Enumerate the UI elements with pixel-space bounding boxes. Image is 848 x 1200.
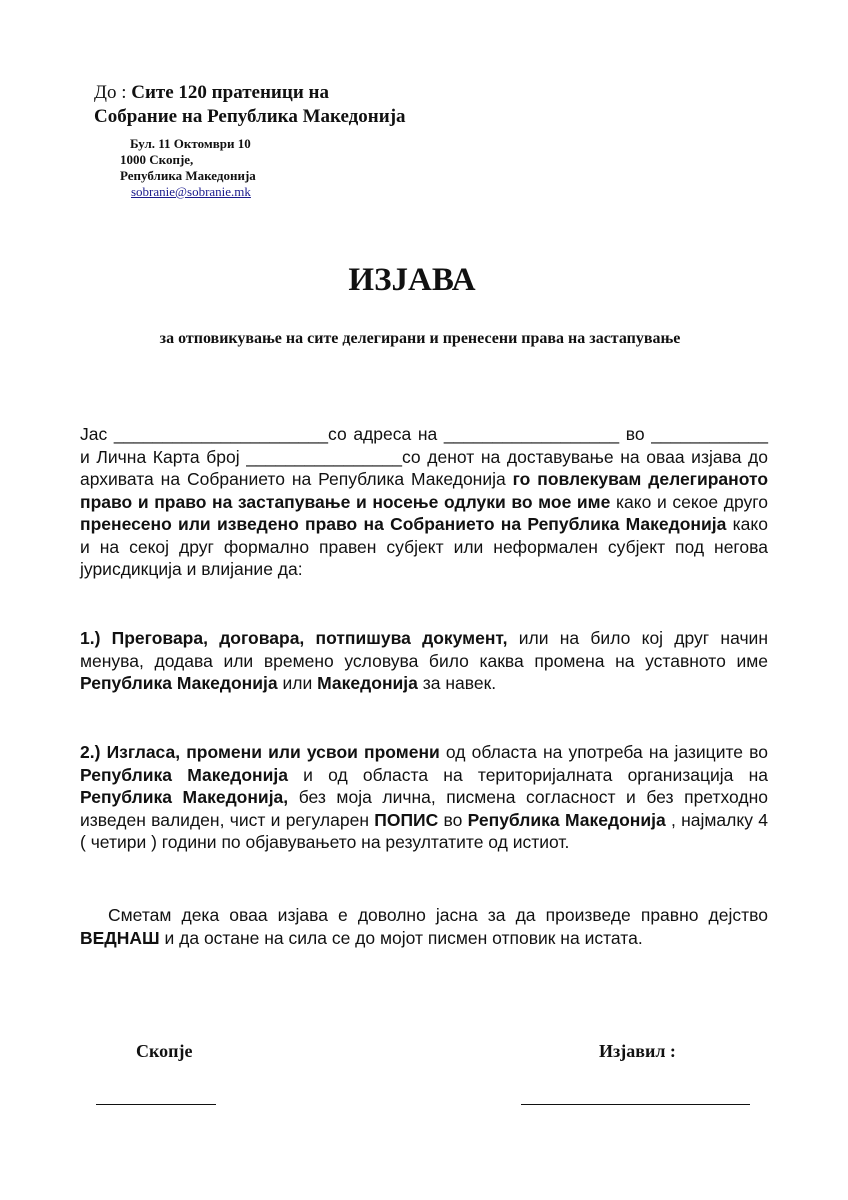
signature-city: Скопје (136, 1041, 193, 1061)
p1-bold-2: пренесено или изведено право на Собранието на Република Македонија (80, 514, 727, 534)
paragraph-item-1 (80, 627, 768, 695)
p3-bold-2: Република Македонија (80, 764, 288, 785)
p3-text-5: , најмалку 4 ( четири ) години по објавувањето на резултатите од истиот. (80, 809, 768, 852)
p3-bold-5: Република Македонија (467, 809, 666, 830)
p3-bold-4: ПОПИС (374, 809, 439, 830)
email-link[interactable]: sobranie@sobranie.mk (131, 184, 251, 199)
address-country: Република Македонија (120, 168, 256, 183)
address-city: 1000 Скопје, (120, 152, 194, 167)
p2-text-3: за навек. (417, 673, 497, 693)
p4-text-2: и да остане на сила се до мојот писмен отповик на истата. (159, 927, 643, 948)
city-signature-line (96, 1086, 216, 1105)
p1-text-3: како и на секој друг формално правен субјект или неформален субјект под негова јурисдикција и влијание да: (80, 514, 768, 579)
recipient-line-1 (94, 82, 329, 104)
p2-text-2: или (277, 673, 318, 693)
recipient-line-2: Собрание на Република Македонија (94, 106, 406, 127)
p4-text-1: Сметам дека оваа изјава е доволно јасна за да произведе правно дејство (108, 905, 768, 925)
p3-text-2: и од областа на територијалната организација на (287, 764, 768, 785)
p1-text-1: Јас ______________________со адреса на __________________ во ____________ и Лична Карта број ________________со денот на доставување на оваа изјава до архивата на Собранието на Република Македонија (80, 424, 768, 489)
p2-bold-3: Македонија (317, 673, 418, 693)
p3-bold-3: Република Македонија, (80, 787, 289, 807)
p1-bold-1: го повлекувам делегираното право и право на застапување и носење одлуки во мое име (80, 469, 769, 512)
p2-bold-1: 1.) Преговара, договара, потпишува документ, (80, 628, 508, 648)
address-street: Бул. 11 Октомври 10 (130, 136, 251, 151)
document-title: ИЗЈАВА (348, 262, 476, 298)
signer-signature-line (521, 1086, 750, 1105)
document-subtitle: за отповикување на сите делегирани и пренесени права на застапување (159, 330, 681, 347)
p4-bold-1: ВЕДНАШ (80, 927, 160, 948)
paragraph-item-2 (80, 741, 768, 854)
paragraph-intro (80, 423, 768, 581)
p3-text-1: од областа на употреба на јазиците во (439, 742, 768, 762)
signature-label: Изјавил : (599, 1041, 676, 1061)
p2-text-1: или на било кој друг начин менува, додава или времено условува било каква промена на уставното име (80, 628, 768, 671)
p3-bold-1: 2.) Изгласа, промени или усвои промени (80, 742, 440, 762)
p3-text-4: во (438, 809, 468, 830)
to-prefix: До : (94, 82, 132, 103)
paragraph-closing (80, 904, 768, 949)
p1-text-2: како и секое друго (610, 491, 768, 512)
p3-text-3: без моја лична, писмена согласност и без претходно изведен валиден, чист и регуларен (80, 787, 768, 830)
recipient-name: Сите 120 пратеници на (131, 82, 329, 103)
p2-bold-2: Република Македонија (80, 673, 278, 693)
